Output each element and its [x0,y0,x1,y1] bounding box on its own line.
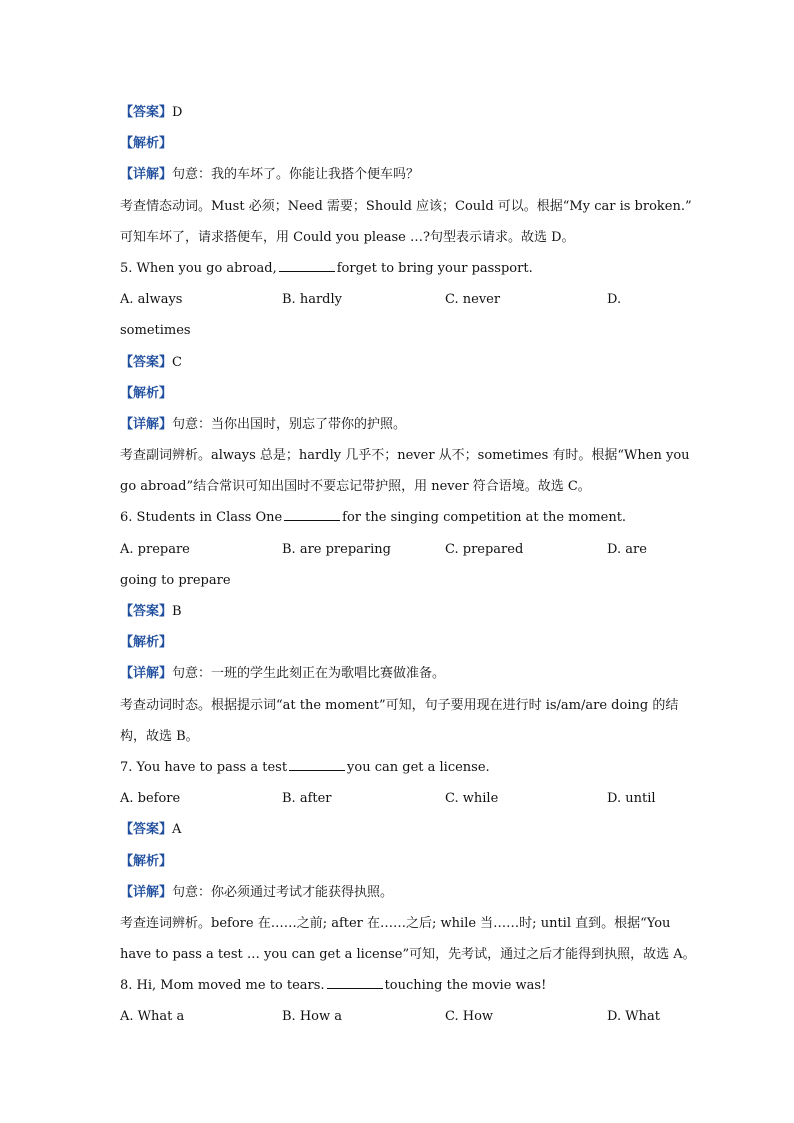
option-c: C. never [445,292,501,308]
option-c: C. while [445,791,499,807]
explanation-line: 考查动词时态。根据提示词“at the moment”可知，句子要用现在进行时 is/am/are doing 的结 [120,697,679,713]
explanation-line: 构，故选 B。 [120,728,199,744]
explanation-line: 考查副词辨析。always 总是；hardly 几乎不；never 从不；sometimes 有时。根据“When you [120,448,690,464]
answer-line-q7 [120,814,680,845]
option-d: D. What [607,1009,660,1025]
answer-line-q4 [120,97,680,128]
detail-line-q6 [120,658,680,689]
question-stem-q7: 7. You have to pass a test you can get a license. [120,759,490,775]
option-a: A. prepare [120,541,190,557]
option-b: B. hardly [282,292,342,308]
detail-line-q7 [120,877,680,908]
answer-blank [284,508,340,521]
detail-label: 【详解】 [120,167,173,183]
options-row-q7 [120,783,680,814]
detail-text: 句意：当你出国时，别忘了带你的护照。 [172,416,407,432]
analysis-label: 【解析】 [120,385,173,401]
option-d-wrap: sometimes [120,323,191,339]
options-row-q8 [120,1001,680,1032]
detail-label: 【详解】 [120,884,173,900]
question-stem-q6: 6. Students in Class One for the singing competition at the moment. [120,510,627,526]
answer-label: 【答案】 [120,105,173,120]
option-a: A. always [120,292,183,308]
answer-label: 【答案】 [120,822,173,838]
explanation-line: 可知车坏了，请求搭便车，用 Could you please …?句型表示请求。故选 D。 [120,229,575,245]
analysis-label: 【解析】 [120,136,173,152]
explanation-line: go abroad”结合常识可知出国时不要忘记带护照，用 never 符合语境。故选 C。 [120,479,591,495]
analysis-label: 【解析】 [120,853,173,869]
option-a: A. before [120,791,181,807]
options-row-q6 [120,534,680,565]
answer-label: 【答案】 [120,604,173,619]
option-c: C. How [445,1009,494,1025]
detail-text: 句意：一班的学生此刻正在为歌唱比赛做准备。 [172,666,446,682]
analysis-line-q7 [120,846,680,877]
detail-text: 句意：你必须通过考试才能获得执照。 [172,884,394,900]
option-c: C. prepared [445,541,524,557]
option-d: D. until [607,791,656,807]
option-b: B. are preparing [282,541,391,557]
option-d: D. [607,292,622,308]
answer-blank [279,259,335,272]
answer-value: C [172,354,182,370]
detail-line-q4 [120,159,680,190]
detail-label: 【详解】 [120,416,173,432]
answer-value: A [172,822,182,838]
analysis-line-q4 [120,128,680,159]
answer-value: B [172,604,182,619]
explanation-line: 考查连词辨析。before 在……之前; after 在……之后; while 当……时; until 直到。根据“You [120,915,671,931]
explanation-line: 考查情态动词。Must 必须；Need 需要；Should 应该；Could 可以。根据“My car is broken.” [120,198,692,214]
detail-text: 句意：我的车坏了。你能让我搭个便车吗？ [172,167,420,183]
answer-line-q6 [120,596,680,627]
analysis-label: 【解析】 [120,635,173,651]
option-a: A. What a [120,1009,185,1025]
question-stem-q8: 8. Hi, Mom moved me to tears. touching the movie was! [120,978,547,994]
answer-blank [327,976,383,989]
detail-line-q5 [120,409,680,440]
answer-blank [289,758,345,771]
options-row-q5 [120,284,680,315]
document-page [120,97,696,1033]
answer-value: D [172,105,183,120]
analysis-line-q6 [120,627,680,658]
option-b: B. after [282,791,332,807]
explanation-line: have to pass a test … you can get a license”可知，先考试，通过之后才能得到执照，故选 A。 [120,947,696,963]
option-d-wrap: going to prepare [120,572,231,588]
analysis-line-q5 [120,378,680,409]
question-stem-q5: 5. When you go abroad, forget to bring your passport. [120,260,533,276]
detail-label: 【详解】 [120,666,173,682]
option-b: B. How a [282,1009,342,1025]
answer-line-q5 [120,347,680,378]
answer-label: 【答案】 [120,354,173,370]
option-d: D. are [607,541,647,557]
